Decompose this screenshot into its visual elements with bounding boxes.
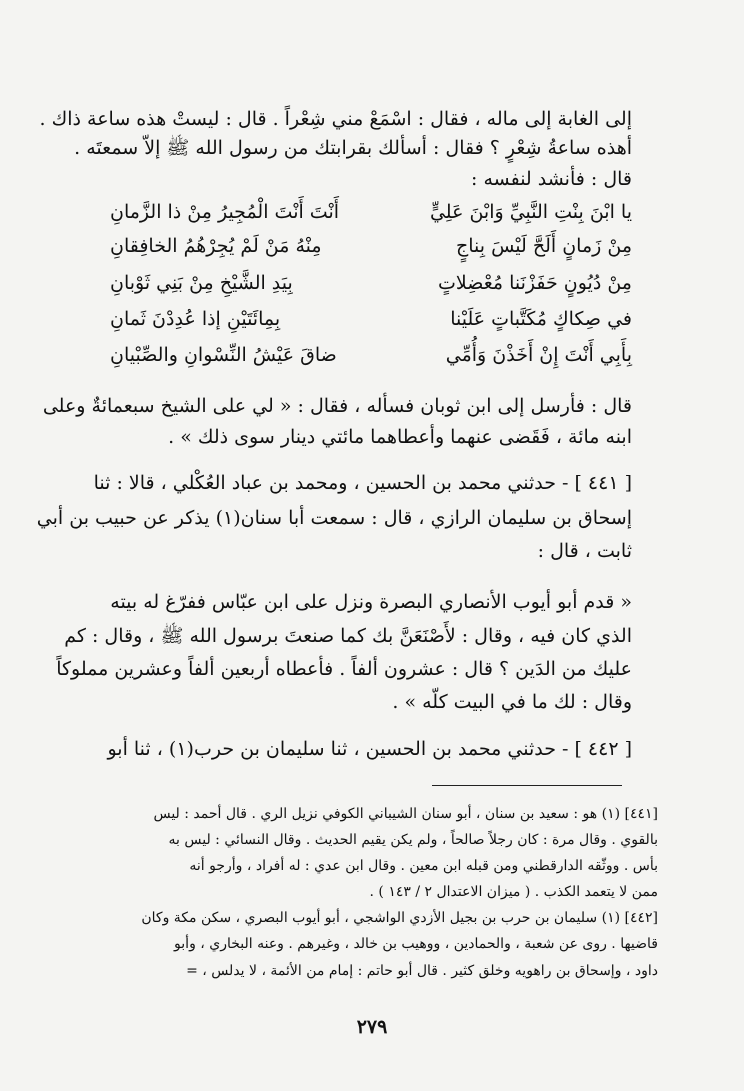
footnote-line: ممن لا يتعمد الكذب . ( ميزان الاعتدال ٢ / ١٤٣ ) . [369, 884, 658, 900]
quote-line: وقال : لك ما في البيت كلّه » . [392, 691, 632, 713]
poem-hemistich-second: بِمِائَتَيْنِ إذا عُدِدْنَ ثَمانِ [110, 308, 281, 330]
narration-line: ابنه مائة ، فَقَضى عنهما وأعطاهما مائتي دينار سوى ذلك » . [168, 426, 632, 448]
poem-verse [110, 306, 632, 332]
poem-hemistich-first: في صِكاكٍ مُكَتَّباتٍ عَلَيْنا [450, 308, 632, 330]
hadith-chain-line: إسحاق بن سليمان الرازي ، قال : سمعت أبا سنان(١) يذكر عن حبيب بن أبي [36, 507, 632, 529]
poem-hemistich-first: مِنْ دُيُونٍ حَفَزْنَنا مُعْضِلاتٍ [438, 272, 632, 294]
poem-hemistich-second: مِنْهُ مَنْ لَمْ يُجِرْهُمُ الخافِقانِ [110, 235, 322, 257]
footnote-line: بالقوي . وقال مرة : كان رجلاً صالحاً ، ولم يكن يقيم الحديث . وقال النسائي : ليس به [168, 832, 658, 848]
intro-line: قال : فأنشد لنفسه : [471, 168, 632, 190]
quote-line: عليك من الدَين ؟ قال : عشرون ألفاً . فأعطاه أربعين ألفاً وعشرين مملوكاً [56, 658, 632, 680]
poem-hemistich-second: ضاقَ عَيْشُ النِّسْوانِ والصِّبْيانِ [110, 344, 337, 366]
quote-line: « قدم أبو أيوب الأنصاري البصرة ونزل على ابن عبّاس ففرّغ له بيته [110, 591, 632, 613]
footnote-divider [432, 785, 622, 786]
poem-hemistich-second: أَنْتَ أَنْتَ الْمُجِيرُ مِنْ ذا الزَّمانِ [110, 201, 340, 223]
poem-hemistich-first: يا ابْنَ بِنْتِ النَّبِيِّ وَابْنَ عَلِيٍّ [429, 201, 632, 223]
poem-hemistich-second: بِيَدِ الشَّيْخِ مِنْ بَنِي ثَوْبانِ [110, 272, 293, 294]
hadith-chain-line: [ ٤٤١ ] - حدثني محمد بن الحسين ، ومحمد بن عباد العُكْلي ، قالا : ثنا [93, 472, 632, 494]
narration-line: قال : فأرسل إلى ابن ثوبان فسأله ، فقال : « لي على الشيخ سبعمائةٌ وعلى [42, 395, 632, 417]
footnote-line: [٤٤٢] (١) سليمان بن حرب بن بجيل الأزدي الواشجي ، أبو أيوب البصري ، سكن مكة وكان [141, 910, 658, 926]
poem-hemistich-first: بِأَبِي أَنْتَ إِنْ أَخَذْنَ وَأُمِّي [445, 344, 632, 366]
footnote-line: بأس . ووثّقه الدارقطني ومن قبله ابن معين . وقال ابن عدي : له أفراد ، وأرجو أنه [189, 858, 658, 874]
poem-verse [110, 199, 632, 225]
intro-line: أهذه ساعةُ شِعْرٍ ؟ فقال : أسألك بقرابتك من رسول الله ﷺ إلاّ سمعتَه . [74, 137, 632, 159]
quote-line: الذي كان فيه ، وقال : لأَصْنَعَنَّ بك كما صنعتَ برسول الله ﷺ ، وقال : كم [64, 625, 632, 647]
hadith-chain-line: [ ٤٤٢ ] - حدثني محمد بن الحسين ، ثنا سليمان بن حرب(١) ، ثنا أبو [107, 738, 632, 760]
intro-line: إلى الغابة إلى ماله ، فقال : اسْمَعْ مني شِعْراً . قال : ليستْ هذه ساعة ذاك . [39, 108, 632, 130]
page-number: ٢٧٩ [356, 1016, 388, 1038]
poem-hemistich-first: مِنْ زَمانٍ أَلَحَّ لَيْسَ بِناجٍ [455, 235, 632, 257]
poem-verse [110, 233, 632, 259]
footnote-line: [٤٤١] (١) هو : سعيد بن سنان ، أبو سنان الشيباني الكوفي نزيل الري . قال أحمد : ليس [153, 806, 658, 822]
poem-verse [110, 342, 632, 368]
hadith-chain-line: ثابت ، قال : [537, 540, 632, 562]
footnote-line: قاضيها . روى عن شعبة ، والحمادين ، ووهيب بن خالد ، وغيرهم . وعنه البخاري ، وأبو [174, 936, 658, 952]
footnote-line: داود ، وإسحاق بن راهويه وخلق كثير . قال أبو حاتم : إمام من الأئمة ، لا يدلس ، = [186, 963, 658, 979]
poem-verse [110, 270, 632, 296]
